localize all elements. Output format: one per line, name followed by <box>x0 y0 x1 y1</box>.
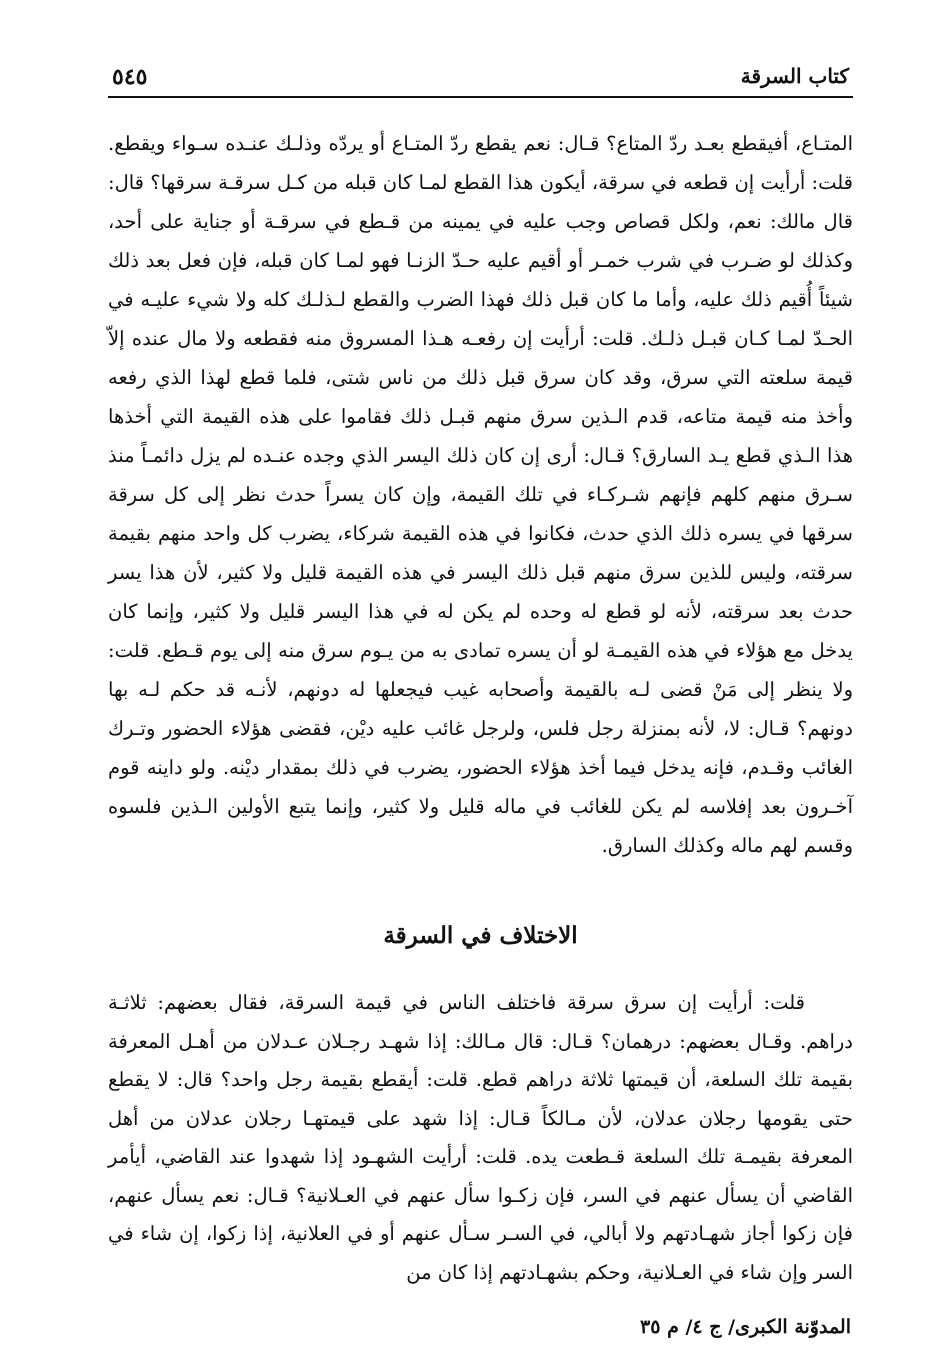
body-paragraph-2: قلت: أرأيت إن سرق سرقة فاختلف الناس في قيمة السرقة، فقال بعضهم: ثلاثـة دراهم. وقـال بعضهم: درهمان؟ قـال: قال مـالك: إذا شهـد رجـلان عـدلان من أهـل المعرفة بقيمة تلك السلعة، أن قيمتها ثلاثة دراهم قطع. قلت: أيقطع بقيمة رجل واحد؟ قال: لا يقطع حتى يقومها رجلان عدلان، لأن مـالكاً قـال: إذا شهد على قيمتهـا رجلان عدلان من أهل المعرفة بقيمـة تلك السلعة قـطعت يده. قلت: أرأيت الشهـود إذا شهدوا عند القاضي، أيأمر القاضي أن يسأل عنهم في السر، فإن زكـوا سأل عنهم في العـلانية؟ قـال: نعم يسأل عنهم، فإن زكوا أجاز شهـادتهم ولا أبالي، في السـر سـأل عنهم أو في العلانية، إذا زكوا، إن شاء في السر وإن شاء في العـلانية، وحكم بشهـادتهم إذا كان من <box>108 991 853 1284</box>
section-heading: الاختلاف في السرقة <box>383 922 578 949</box>
running-title: كتاب السرقة <box>740 64 849 88</box>
page-header <box>108 62 853 98</box>
page-number: ٥٤٥ <box>112 64 148 90</box>
body-paragraph-1: المتـاع، أفيقطع بعـد ردّ المتاع؟ قـال: نعم يقطع ردّ المتـاع أو يردّه وذلـك عنـده سـواء ويقطع. قلت: أرأيت إن قطعه في سرقة، أيكون هذا القطع لمـا كان قبله من كـل سرقـة سرقها؟ قال: قال مالك: نعم، ولكل قصاص وجب عليه في يمينه من قـطع في سرقـة أو جناية على أحد، وكذلك لو ضـرب في شرب خمـر أو أقيم عليه حـدّ الزنـا فهو لمـا كان قبله، فإن فعل بعد ذلك شيئاً أُقيم ذلك عليه، وأما ما كان قبل ذلك فهذا الضرب والقطع لـذلـك كله ولا شيء عليـه في الحـدّ لمـا كـان قبـل ذلـك. قلت: أرأيت إن رفعـه هـذا المسروق منه فقطعه ولا مال عنده إلاّ قيمة سلعته التي سرق، وقد كان سرق قبل ذلك من ناس شتى، فلما قطع لهذا الذي رفعه وأخذ منه قيمة متاعه، قدم الـذين سرق منهم قبـل ذلك فقاموا على هذه القيمة التي أخذها هذا الـذي قطع يـد السارق؟ قـال: أرى إن كان ذلك اليسر الذي وجده عنـده لم يزل دائمـاً منذ سـرق منهم كلهم فإنهم شـركـاء في تلك القيمة، وإن كان يسراً حدث نظر إلى كل سرقة سرقها في يسره ذلك الذي حدث، فكانوا في هذه القيمة شركاء، يضرب كل واحد منهم بقيمة سرقته، وليس للذين سرق منهم قبل ذلك اليسر في هذه القيمة قليل ولا كثير، لأن هذا يسر حدث بعد سرقته، لأنه لو قطع له وحده لم يكن له في هذا اليسر قليل ولا كثير، وإنما كان يدخل مع هؤلاء في هذه القيمـة لو أن يسره تمادى به من يـوم سرق منه إلى يوم قـطع. قلت: ولا ينظر إلى مَنْ قضى لـه بالقيمة وأصحابه غيب فيجعلها له دونهم، لأنـه قد حكم لـه بها دونهم؟ قـال: لا، لأنه بمنزلة رجل فلس، ولرجل غائب عليه ديْن، فقضى هؤلاء الحضور وتـرك الغائب وقـدم، فإنه يدخل فيما أخذ هؤلاء الحضور، يضرب في ذلك بمقدار ديْنه. ولو داينه قوم آخـرون بعد إفلاسه لم يكن للغائب في ماله قليل ولا كثير، وإنما يتبع الأولين الـذين فلسوه وقسم لهم ماله وكذلك السارق. <box>108 132 853 857</box>
printer-signature: المدوّنة الكبرى/ ج ٤/ م ٣٥ <box>640 1316 851 1338</box>
